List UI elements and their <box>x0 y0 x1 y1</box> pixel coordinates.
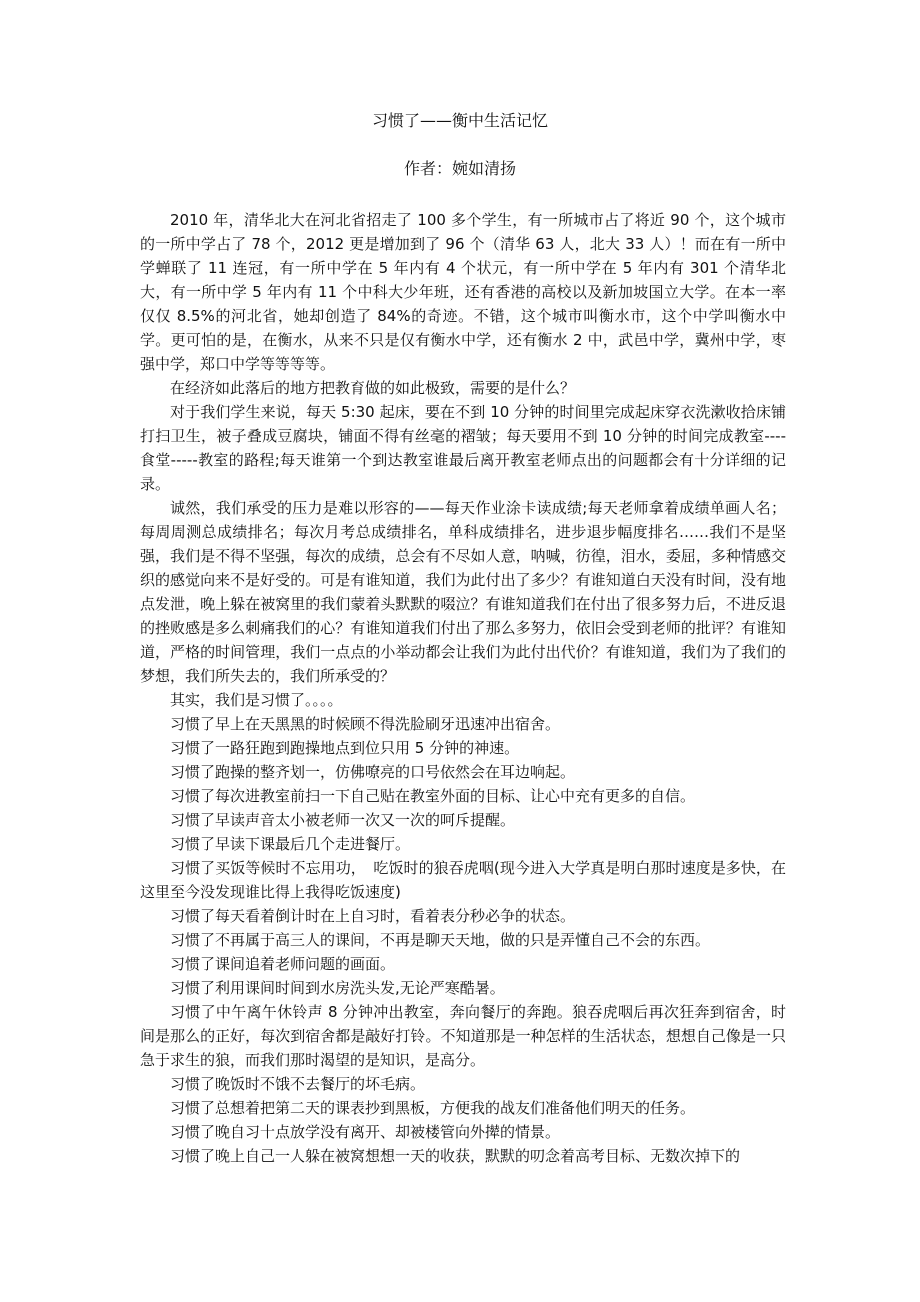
paragraph: 习惯了总想着把第二天的课表抄到黑板，方便我的战友们准备他们明天的任务。 <box>170 1099 696 1117</box>
paragraph: 习惯了晚饭时不饿不去餐厅的坏毛病。 <box>170 1075 426 1093</box>
document-author: 作者：婉如清扬 <box>403 159 516 178</box>
paragraph: 其实，我们是习惯了。。。。 <box>170 691 343 709</box>
paragraph: 习惯了跑操的整齐划一，仿佛嘹亮的口号依然会在耳边响起。 <box>170 763 576 781</box>
paragraph: 习惯了一路狂跑到跑操地点到位只用 5 分钟的神速。 <box>170 739 520 757</box>
paragraph: 习惯了早读下课最后几个走进餐厅。 <box>170 835 411 853</box>
paragraph: 2010 年，清华北大在河北省招走了 100 多个学生，有一所城市占了将近 90 个，这个城市的一所中学占了 78 个，2012 更是增加到了 96 个（清华 63 人，北大 33 人）！而在有一所中学蝉联了 11 连冠，有一所中学在 5 年内有 4 个状元，有一所中学在 5 年内有 301 个清华北大，有一所中学 5 年内有 11 个中科大少年班，还有香港的高校以及新加坡国立大学。在本一率仅仅 8.5%的河北省，她却创造了 84%的奇迹。不错，这个城市叫衡水市，这个中学叫衡水中学。更可怕的是，在衡水，从来不只是仅有衡水中学，还有衡水 2 中，武邑中学，冀州中学，枣强中学，郑口中学等等等等。 <box>140 211 786 373</box>
document-body <box>140 208 786 1168</box>
paragraph: 习惯了晚自习十点放学没有离开、却被楼管向外撵的情景。 <box>170 1123 561 1141</box>
paragraph: 习惯了利用课间时间到水房洗头发,无论严寒酷暑。 <box>170 979 505 997</box>
paragraph: 习惯了晚上自己一人躲在被窝想想一天的收获，默默的叨念着高考目标、无数次掉下的 <box>170 1147 741 1165</box>
paragraph: 诚然，我们承受的压力是难以形容的——每天作业涂卡读成绩;每天老师拿着成绩单画人名；每周周测总成绩排名；每次月考总成绩排名，单科成绩排名，进步退步幅度排名……我们不是坚强，我们是不得不坚强，每次的成绩，总会有不尽如人意，呐喊，彷徨，泪水，委屈，多种情感交织的感觉向来不是好受的。可是有谁知道，我们为此付出了多少？有谁知道白天没有时间，没有地点发泄，晚上躲在被窝里的我们蒙着头默默的啜泣？有谁知道我们在付出了很多努力后，不进反退的挫败感是多么刺痛我们的心？有谁知道我们付出了那么多努力，依旧会受到老师的批评？有谁知道，严格的时间管理，我们一点点的小举动都会让我们为此付出代价？有谁知道，我们为了我们的梦想，我们所失去的，我们所承受的？ <box>140 499 786 685</box>
paragraph: 习惯了不再属于高三人的课间，不再是聊天天地，做的只是弄懂自己不会的东西。 <box>170 931 711 949</box>
document-title: 习惯了——衡中生活记忆 <box>371 111 548 130</box>
paragraph: 在经济如此落后的地方把教育做的如此极致，需要的是什么？ <box>170 379 576 397</box>
paragraph: 对于我们学生来说，每天 5:30 起床，要在不到 10 分钟的时间里完成起床穿衣洗漱收拾床铺打扫卫生，被子叠成豆腐块，铺面不得有丝毫的褶皱；每天要用不到 10 分钟的时间完成教室----食堂-----教室的路程;每天谁第一个到达教室谁最后离开教室老师点出的问题都会有十分详细的记录。 <box>140 403 786 493</box>
paragraph: 习惯了早上在天黑黑的时候顾不得洗脸刷牙迅速冲出宿舍。 <box>170 715 561 733</box>
paragraph: 习惯了每天看着倒计时在上自习时，看着表分秒必争的状态。 <box>170 907 576 925</box>
paragraph: 习惯了买饭等候时不忘用功， 吃饭时的狼吞虎咽(现今进入大学真是明白那时速度是多快，在这里至今没发现谁比得上我得吃饭速度) <box>140 859 786 901</box>
paragraph: 习惯了早读声音太小被老师一次又一次的呵斥提醒。 <box>170 811 516 829</box>
paragraph: 习惯了中午离午休铃声 8 分钟冲出教室，奔向餐厅的奔跑。狼吞虎咽后再次狂奔到宿舍，时间是那么的正好，每次到宿舍都是敲好打铃。不知道那是一种怎样的生活状态，想想自己像是一只急于求生的狼，而我们那时渴望的是知识，是高分。 <box>140 1003 786 1069</box>
paragraph: 习惯了每次进教室前扫一下自己贴在教室外面的目标、让心中充有更多的自信。 <box>170 787 696 805</box>
paragraph: 习惯了课间追着老师问题的画面。 <box>170 955 396 973</box>
